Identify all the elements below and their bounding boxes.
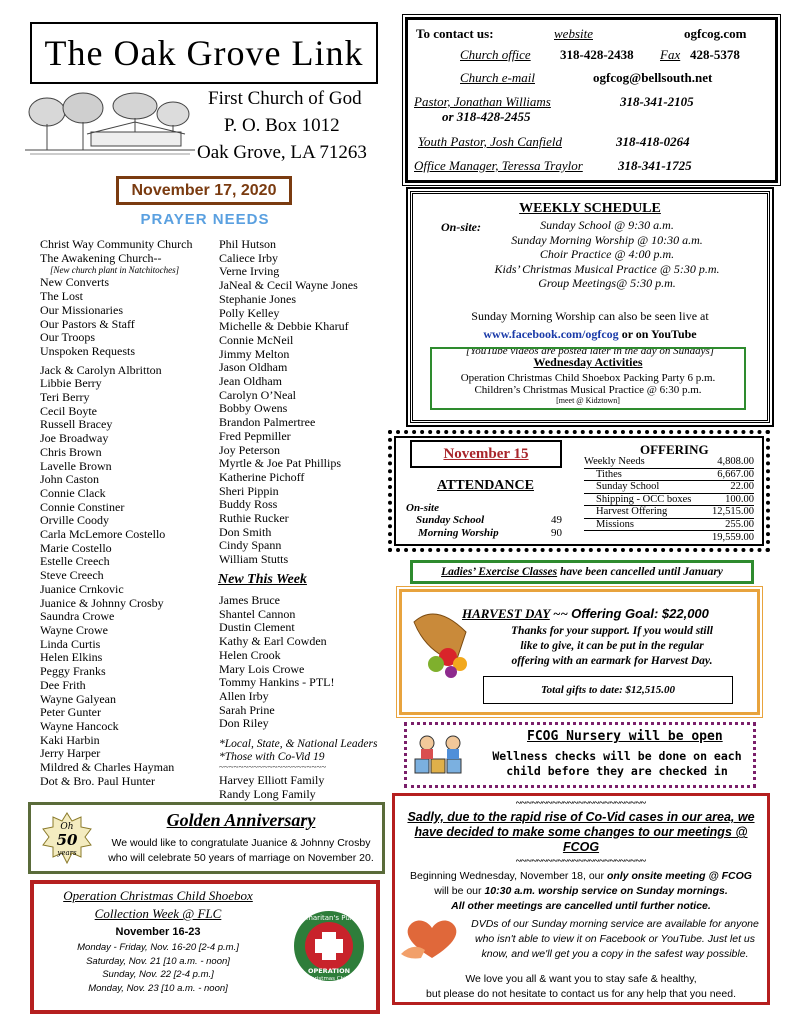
offering-row: [584, 456, 754, 469]
prayer-list-item: Michelle & Debbie Kharuf: [219, 319, 349, 334]
church-email-label: Church e-mail: [460, 70, 535, 85]
samaritans-purse-logo: [284, 906, 374, 986]
schedule-item: Sunday School @ 9:30 a.m.: [540, 218, 674, 232]
prayer-list-column-2: [219, 238, 358, 567]
prayer-list-item: Steve Creech: [40, 568, 104, 583]
youtube-note: [YouTube videos are posted later in the day on Sundays]: [465, 344, 715, 357]
youtube-text: or on YouTube: [618, 326, 697, 341]
schedule-item: Kids’ Christmas Musical Practice @ 5:30 p.m.: [494, 261, 720, 276]
issue-date: November 17, 2020: [116, 176, 292, 205]
prayer-list-item: Our Missionaries: [40, 302, 123, 317]
family-1: Harvey Elliott Family: [219, 773, 325, 787]
prayer-list-item: Katherine Pichoff: [219, 469, 305, 484]
prayer-list-item: Chris Brown: [40, 444, 102, 459]
po-box: P. O. Box 1012: [224, 115, 340, 136]
prayer-list-item: Teri Berry: [40, 390, 90, 405]
offering-row: [584, 481, 754, 494]
new-prayer-item: James Bruce: [219, 593, 280, 607]
prayer-list-item: Orville Coody: [40, 513, 109, 528]
prayer-list-item: The Lost: [40, 289, 83, 304]
prayer-list-item: Peter Gunter: [40, 705, 101, 720]
attendance-onsite: On-site: [406, 502, 439, 514]
offering-value: 12,515.00: [712, 506, 754, 517]
offering-row: [584, 469, 754, 482]
prayer-list-item: Caliece Irby: [219, 250, 278, 265]
occ-schedule-item: Sunday, Nov. 22 [2-4 p.m.]: [102, 969, 214, 980]
harvest-goal: Offering Goal: $22,000: [571, 606, 709, 621]
prayer-list-item: Joe Broadway: [40, 431, 109, 446]
new-prayer-item: Shantel Cannon: [219, 606, 296, 621]
golden-anniversary-box: [28, 802, 385, 874]
prayer-list-item: Verne Irving: [219, 264, 280, 279]
church-office-phone: 318-428-2438: [560, 47, 634, 62]
harvest-sep: ~~: [553, 606, 568, 621]
p1-d: 10:30 a.m. worship service on Sunday mornings.: [484, 885, 728, 897]
offering-row: [584, 506, 754, 519]
website-label: website: [554, 26, 593, 41]
golden-line-2: who will celebrate 50 years of marriage on November 20.: [108, 852, 374, 864]
prayer-list-item: Don Smith: [219, 524, 272, 539]
logo-middle-text: OPERATION: [307, 967, 351, 975]
family-2: Randy Long Family: [219, 787, 316, 801]
new-prayer-item: Helen Crook: [219, 647, 281, 662]
prayer-list-item: Jean Oldham: [219, 374, 282, 389]
church-email[interactable]: ogfcog@bellsouth.net: [593, 70, 713, 85]
occ-schedule-item: Saturday, Nov. 21 [10 a.m. - noon]: [86, 955, 230, 967]
offering-title: OFFERING: [640, 442, 709, 457]
offering-value: 22.00: [730, 481, 754, 492]
prayer-list-item: Christ Way Community Church: [40, 237, 193, 251]
prayer-list-item: Linda Curtis: [40, 636, 101, 651]
prayer-list-item: Ruthie Rucker: [219, 511, 289, 526]
harvest-title: HARVEST DAY: [462, 606, 550, 621]
morning-worship-count: 90: [551, 527, 562, 539]
offering-value: 6,667.00: [717, 468, 754, 480]
harvest-line-2: like to give, it can be put in the regular: [520, 640, 704, 652]
prayer-list-item: Russell Bracey: [40, 417, 113, 432]
prayer-list-item: Libbie Berry: [40, 376, 102, 391]
prayer-list-item: Phil Hutson: [219, 237, 277, 251]
logo-bottom-text: Christmas Child: [307, 976, 351, 982]
nursery-title: FCOG Nursery will be open: [527, 729, 723, 744]
sunday-school-count: 49: [551, 514, 562, 526]
ladies-exercise-notice: [410, 560, 754, 584]
prayer-list-item: Joy Peterson: [219, 442, 280, 457]
fax-label: Fax: [660, 47, 681, 62]
occ-schedule-list: [38, 941, 278, 995]
website-link[interactable]: ogfcog.com: [684, 26, 747, 41]
prayer-list-item: Fred Pepmiller: [219, 428, 291, 443]
offering-label: Harvest Offering: [596, 506, 668, 517]
office-manager-phone: 318-341-1725: [618, 158, 692, 173]
prayer-list-item: Dee Frith: [40, 677, 86, 692]
occ-schedule-item: Monday - Friday, Nov. 16-20 [2-4 p.m.]: [77, 942, 239, 953]
offering-label: Weekly Needs: [584, 456, 645, 467]
prayer-needs-title: PRAYER NEEDS: [140, 211, 270, 228]
nursery-line-1: Wellness checks will be done on each: [492, 749, 742, 763]
prayer-list-item: Connie McNeil: [219, 332, 294, 347]
p1-e: All other meetings are cancelled until further notice.: [451, 900, 711, 912]
prayer-list-item: Juanice & Johnny Crosby: [40, 595, 164, 610]
occ-schedule-item: Monday, Nov. 23 [10 a.m. - noon]: [88, 982, 228, 994]
prayer-list-item: Jerry Harper: [40, 746, 101, 761]
prayer-list-item: The Awakening Church--: [40, 250, 162, 265]
anniversary-badge: [39, 811, 95, 867]
wednesday-line-1: Operation Christmas Child Shoebox Packing Party 6 p.m.: [460, 372, 716, 384]
prayer-list-item: Lavelle Brown: [40, 458, 112, 473]
new-prayer-item: Don Riley: [219, 716, 269, 731]
prayer-list-item: Connie Clack: [40, 485, 106, 500]
offering-value: 4,808.00: [717, 456, 754, 467]
pastor-label: Pastor, Jonathan Williams: [414, 94, 551, 109]
offering-value: 100.00: [725, 493, 754, 505]
prayer-list-item: Jason Oldham: [219, 360, 288, 375]
p1-a: Beginning Wednesday, November 18, our: [410, 870, 607, 882]
harvest-line-1: Thanks for your support. If you would still: [511, 625, 713, 637]
harvest-total: Total gifts to date: $12,515.00: [483, 676, 733, 704]
masthead: [30, 22, 378, 84]
new-prayer-item: Tommy Hankins - PTL!: [219, 675, 335, 690]
closing-line-2: but please do not hesitate to contact us for any help that you need.: [426, 988, 736, 1000]
note-leaders: *Local, State, & National Leaders: [219, 738, 378, 750]
contact-box: [405, 17, 778, 183]
schedule-item: Sunday Morning Worship @ 10:30 a.m.: [511, 232, 703, 247]
prayer-list-item: Bobby Owens: [219, 401, 288, 416]
wednesday-activities-box: [430, 347, 746, 410]
offering-label: Shipping - OCC boxes: [596, 493, 692, 505]
badge-bottom-text: years: [57, 849, 77, 857]
pastor-phone: 318-341-2105: [620, 94, 694, 109]
prayer-list-item: Wayne Galyean: [40, 691, 116, 706]
church-office-label: Church office: [460, 47, 531, 62]
harvest-line-3: offering with an earmark for Harvest Day.: [511, 655, 713, 667]
prayer-list-item: Mildred & Charles Hayman: [40, 760, 175, 775]
church-illustration: [25, 92, 195, 158]
prayer-list-item: Saundra Crowe: [40, 609, 115, 624]
youth-pastor-phone: 318-418-0264: [616, 134, 690, 149]
prayer-list-item: John Caston: [40, 472, 100, 487]
ladies-text: have been cancelled until January: [557, 566, 723, 578]
p1-b: only onsite meeting @ FCOG: [606, 870, 752, 882]
operation-christmas-child-box: [30, 880, 380, 1014]
prayer-list-item: Myrtle & Joe Pat Phillips: [219, 456, 342, 471]
prayer-list-item: Carolyn O’Neal: [219, 387, 296, 402]
prayer-list-item: [New church plant in Natchitoches]: [50, 265, 180, 276]
schedule-item: Group Meetings@ 5:30 p.m.: [538, 276, 676, 290]
contact-heading: To contact us:: [416, 26, 494, 41]
occ-title-1: Operation Christmas Child Shoebox: [63, 888, 253, 903]
prayer-list-item: Buddy Ross: [219, 497, 278, 512]
closing-line-1: We love you all & want you to stay safe & healthy,: [465, 973, 697, 985]
nursery-box: [404, 722, 756, 788]
tilde-bottom: ~~~~~~~~~~~~~~~~~~~~~~~~~: [515, 856, 646, 867]
facebook-link[interactable]: www.facebook.com/ogfcog: [483, 326, 619, 341]
covid-notice-box: [392, 793, 770, 1005]
divider-squiggle: ~~~~~~~~~~~~~~~~~~~~~~: [219, 762, 327, 772]
occ-title-2: Collection Week @ FLC: [94, 906, 222, 921]
prayer-list-item: Jimmy Melton: [219, 346, 290, 361]
fax-phone: 428-5378: [690, 47, 740, 62]
live-text: Sunday Morning Worship can also be seen live at: [471, 308, 709, 323]
prayer-list-item: Stephanie Jones: [219, 291, 296, 306]
weekly-schedule-title: WEEKLY SCHEDULE: [519, 201, 661, 216]
prayer-list-item: Cecil Boyte: [40, 403, 97, 418]
prayer-list-item: Sheri Pippin: [219, 483, 279, 498]
offering-total: 19,559.00: [712, 532, 754, 543]
covid-paragraph-1: [403, 869, 759, 914]
newsletter-title: The Oak Grove Link: [44, 33, 364, 73]
harvest-day-box: [399, 589, 760, 715]
city-state: Oak Grove, LA 71263: [197, 142, 367, 163]
note-covid: *Those with Co-Vid 19: [219, 751, 325, 763]
prayer-list-item: Juanice Crnkovic: [40, 581, 124, 596]
prayer-list-item: Wayne Hancock: [40, 718, 119, 733]
covid-headline: Sadly, due to the rapid rise of Co-Vid cases in our area, we have decided to make some changes to our meetings @ FCOG: [407, 810, 755, 854]
new-this-week-title: New This Week: [218, 572, 307, 587]
occ-dates: November 16-23: [115, 926, 201, 938]
prayer-list-item: Brandon Palmertree: [219, 415, 316, 430]
prayer-list-column-1: [40, 238, 192, 788]
prayer-list-item: William Stutts: [219, 552, 289, 567]
offering-row: [584, 519, 754, 532]
onsite-label: On-site:: [441, 220, 481, 234]
new-this-week-list: [219, 594, 334, 731]
schedule-item: Choir Practice @ 4:00 p.m.: [539, 247, 675, 261]
attendance-title: ATTENDANCE: [437, 478, 534, 493]
nursery-line-2: child before they are checked in: [506, 764, 728, 778]
office-manager-label: Office Manager, Teressa Traylor: [414, 158, 583, 173]
prayer-list-item: Connie Constiner: [40, 499, 125, 514]
badge-top-text: Oh: [60, 822, 74, 832]
attendance-date: November 15: [410, 440, 562, 468]
children-playing-icon: [411, 729, 469, 781]
new-prayer-item: Dustin Clement: [219, 620, 295, 635]
heart-hands-icon: [399, 914, 465, 964]
new-prayer-item: Kathy & Earl Cowden: [219, 634, 327, 649]
sunday-school-label: Sunday School: [416, 514, 485, 526]
prayer-list-item: Jack & Carolyn Albritton: [40, 362, 162, 377]
prayer-list-item: Estelle Creech: [40, 554, 110, 569]
prayer-list-item: Peggy Franks: [40, 664, 106, 679]
ladies-title: Ladies’ Exercise Classes: [441, 566, 558, 578]
offering-label: Missions: [596, 518, 634, 530]
new-prayer-item: Mary Lois Crowe: [219, 661, 305, 676]
prayer-list-item: Polly Kelley: [219, 305, 280, 320]
new-prayer-item: Sarah Prine: [219, 702, 275, 717]
golden-line-1: We would like to congratulate Juanice & Johnny Crosby: [111, 837, 371, 849]
church-name: First Church of God: [208, 88, 362, 109]
tilde-top: ~~~~~~~~~~~~~~~~~~~~~~~~~: [515, 798, 646, 809]
golden-title: Golden Anniversary: [166, 810, 316, 830]
prayer-list-item: Our Troops: [40, 330, 96, 345]
dvd-paragraph: DVDs of our Sunday morning service are available for anyone who isn't able to view it on Facebook or YouTube. Just let us know, and we'll get you a copy in the safest way possible.: [471, 918, 759, 960]
badge-number: 50: [56, 831, 78, 849]
prayer-list-item: Cindy Spann: [219, 538, 282, 553]
youth-pastor-label: Youth Pastor, Josh Canfield: [418, 134, 562, 149]
wednesday-line-3: [meet @ Kidztown]: [556, 396, 620, 405]
prayer-list-item: Carla McLemore Costello: [40, 527, 166, 542]
prayer-list-item: Helen Elkins: [40, 650, 103, 665]
offering-value: 255.00: [725, 518, 754, 530]
prayer-list-item: JaNeal & Cecil Wayne Jones: [219, 278, 358, 293]
prayer-list-item: Unspoken Requests: [40, 343, 135, 358]
wednesday-title: Wednesday Activities: [533, 355, 643, 369]
offering-label: Tithes: [596, 468, 622, 480]
offering-row: [584, 494, 754, 507]
prayer-list-item: Our Pastors & Staff: [40, 316, 135, 331]
morning-worship-label: Morning Worship: [418, 527, 499, 539]
prayer-list-item: New Converts: [40, 275, 109, 290]
logo-top-text: Samaritan's Purse: [297, 914, 361, 922]
prayer-list-item: Wayne Crowe: [40, 622, 109, 637]
pastor-phone-alt: or 318-428-2455: [442, 109, 531, 124]
p1-c: will be our: [434, 885, 485, 897]
offering-label: Sunday School: [596, 481, 660, 492]
offering-table: [584, 456, 754, 544]
prayer-list-item: Marie Costello: [40, 540, 112, 555]
wednesday-line-2: Children’s Christmas Musical Practice @ 6:30 p.m.: [474, 384, 702, 396]
prayer-list-item: Dot & Bro. Paul Hunter: [40, 773, 155, 788]
prayer-list-item: Kaki Harbin: [40, 732, 100, 747]
new-prayer-item: Allen Irby: [219, 688, 269, 703]
